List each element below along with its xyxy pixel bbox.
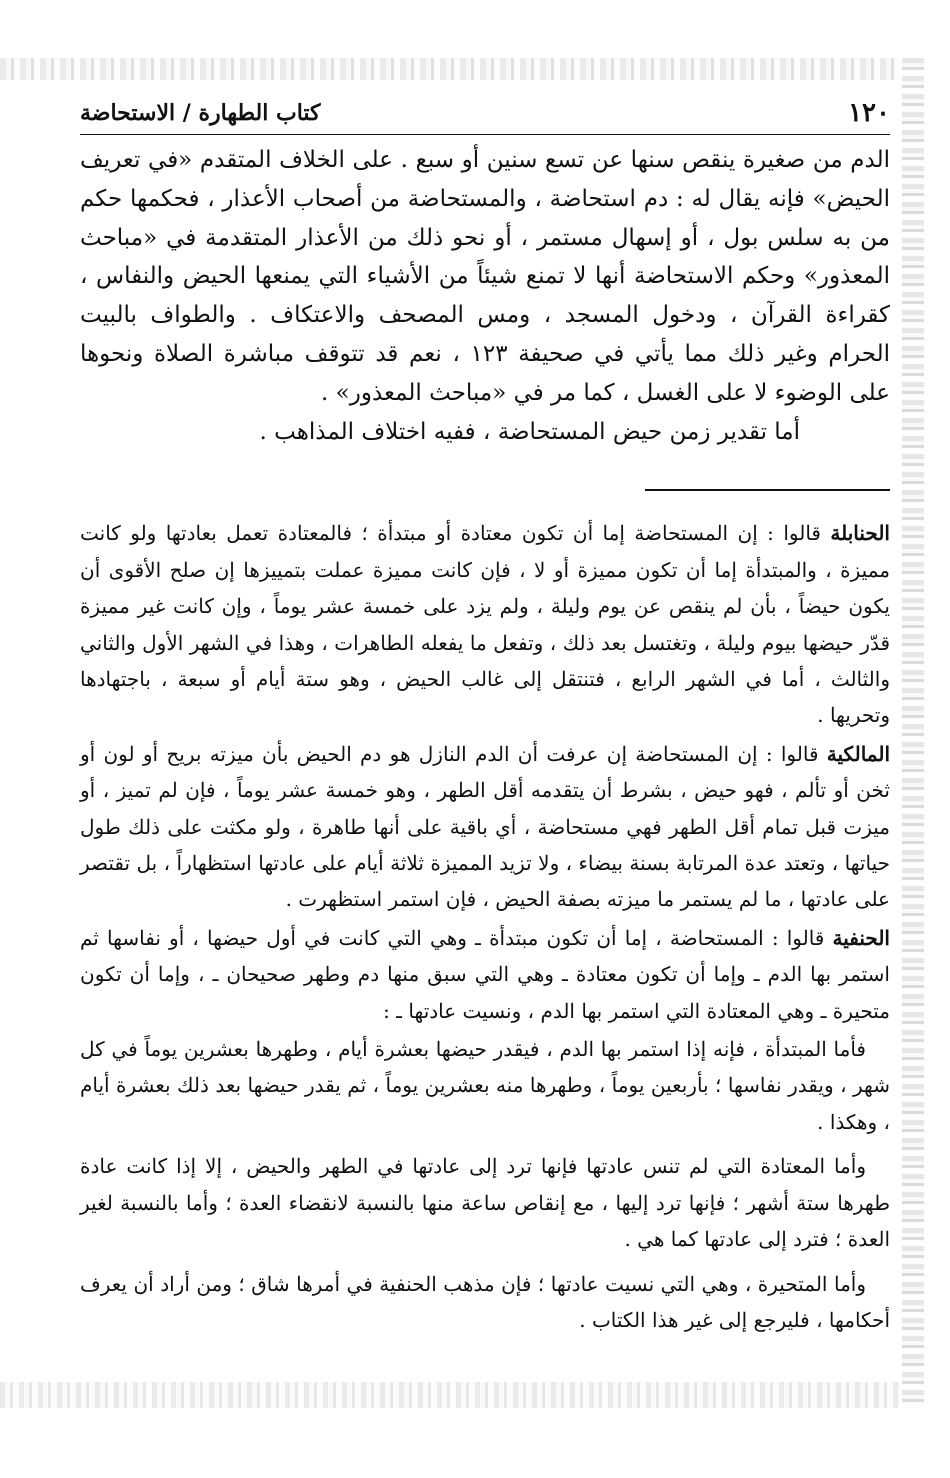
school-name: الحنفية xyxy=(832,925,890,950)
decorative-border-top xyxy=(0,58,900,80)
footnote-continuation xyxy=(80,1148,890,1257)
footnote-continuation xyxy=(80,1031,890,1140)
main-text xyxy=(80,141,890,451)
footnote-maliki xyxy=(80,736,890,918)
footnote-text: وأما المتحيرة ، وهي التي نسيت عادتها ؛ فإن مذهب الحنفية في أمرها شاق ؛ ومن أراد أن يعرف أحكامها ، فليرجع إلى غير هذا الكتاب . xyxy=(80,1271,890,1332)
footnotes xyxy=(80,515,890,1338)
footnote-text: وأما المعتادة التي لم تنس عادتها فإنها ترد إلى عادتها في الطهر والحيض ، إلا إذا كانت عادة طهرها ستة أشهر ؛ فإنها ترد إليها ، مع إنقاص ساعة منها بالنسبة لانقضاء العدة ؛ وأما بالنسبة لغير العدة ؛ فترد إلى عادتها كما هي . xyxy=(80,1154,891,1252)
footnote-hanbali xyxy=(80,515,890,733)
school-name: المالكية xyxy=(826,741,890,766)
page-header xyxy=(80,98,890,135)
decorative-border-bottom xyxy=(0,1382,900,1408)
main-paragraph: أما تقدير زمن حيض المستحاضة ، ففيه اختلاف المذاهب . xyxy=(259,418,800,445)
footnote-separator xyxy=(645,489,890,491)
book-page xyxy=(80,98,890,1340)
footnote-text: قالوا : إن المستحاضة إن عرفت أن الدم النازل هو دم الحيض بأن ميزته بريح أو لون أو ثخن أو تألم ، فهو حيض ، بشرط أن يتقدمه أقل الطهر ، وهو خمسة عشر يوماً ، فإن لم تميز ، أو ميزت قبل تمام أقل الطهر فهي مستحاضة ، أي باقية على أنها طاهرة ، ولو مكثت على ذلك طول حياتها ، وتعتد عدة المرتابة بسنة بيضاء ، ولا تزيد المميزة ثلاثة أيام على عادتها استظهاراً ، بل تقتصر على عادتها ، ما لم يستمر ما ميزته بصفة الحيض ، فإن استمر استظهرت . xyxy=(80,741,890,912)
footnote-text: قالوا : إن المستحاضة إما أن تكون معتادة أو مبتدأة ؛ فالمعتادة تعمل بعادتها ولو كانت مميزة ، والمبتدأة إما أن تكون مميزة أو لا ، فإن كانت مميزة عملت بتمييزها إن صلح الأقوى أن يكون حيضاً ، بأن لم ينقص عن يوم وليلة ، ولم يزد على خمسة عشر يوماً ، وإن كانت غير مميزة قدّر حيضها بيوم وليلة ، وتغتسل بعد ذلك ، وتفعل ما يفعله الطاهرات ، وهذا في الشهر الأول والثاني والثالث ، أما في الشهر الرابع ، فتنتقل إلى غالب الحيض ، وهو ستة أيام أو سبعة ، باجتهادها وتحريها . xyxy=(80,521,890,728)
running-title: كتاب الطهارة / الاستحاضة xyxy=(80,100,321,126)
footnote-text: قالوا : المستحاضة ، إما أن تكون مبتدأة ـ وهي التي كانت في أول حيضها ، أو نفاسها ثم استمر بها الدم ـ وإما أن تكون معتادة ـ وهي التي سبق منها دم وطهر صحيحان ـ ، وإما أن تكون متحيرة ـ وهي المعتادة التي استمر بها الدم ، ونسيت عادتها ـ : xyxy=(80,925,890,1023)
footnote-text: فأما المبتدأة ، فإنه إذا استمر بها الدم ، فيقدر حيضها بعشرة أيام ، وطهرها بعشرين يوماً في كل شهر ، ويقدر نفاسها ؛ بأربعين يوماً ، وطهرها منه بعشرين يوماً ، ثم يقدر حيضها بعد ذلك بعشرة أيام ، وهكذا . xyxy=(80,1037,890,1134)
school-name: الحنابلة xyxy=(830,521,890,546)
page-number: ١٢٠ xyxy=(848,98,890,128)
footnote-continuation xyxy=(80,1266,890,1339)
footnote-hanafi xyxy=(80,920,890,1029)
main-paragraph: الدم من صغيرة ينقص سنها عن تسع سنين أو سبع . على الخلاف المتقدم «في تعريف الحيض» فإنه يقال له : دم استحاضة ، والمستحاضة من أصحاب الأعذار ، فحكمها حكم من به سلس بول ، أو إسهال مستمر ، أو نحو ذلك من الأعذار المتقدمة في «مباحث المعذور» وحكم الاستحاضة أنها لا تمنع شيئاً من الأشياء التي يمنعها الحيض والنفاس ، كقراءة القرآن ، ودخول المسجد ، ومس المصحف والاعتكاف . والطواف بالبيت الحرام وغير ذلك مما يأتي في صحيفة ١٢٣ ، نعم قد تتوقف مباشرة الصلاة ونحوها على الوضوء لا على الغسل ، كما مر في «مباحث المعذور» . xyxy=(80,147,890,406)
decorative-border-right xyxy=(902,58,924,1408)
